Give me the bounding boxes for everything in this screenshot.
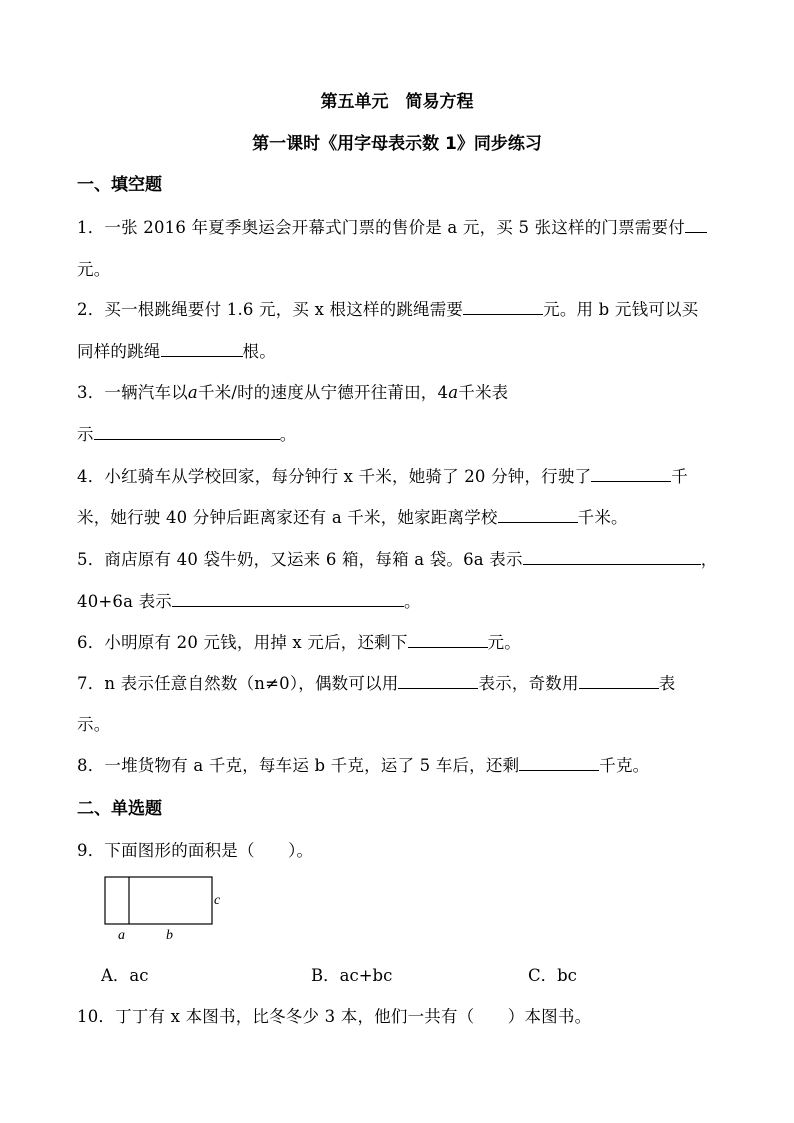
answer-blank[interactable] [94, 425, 280, 440]
question-1-line-1 [77, 214, 707, 238]
question-4-text: 千 [671, 467, 688, 486]
question-7-text: 7．n 表示任意自然数（n≠0），偶数可以用 [77, 674, 399, 693]
question-6-text: 元。 [487, 633, 521, 652]
question-2-text: 元。用 b 元钱可以买 [543, 300, 699, 319]
option-b[interactable]: B．ac+bc [311, 966, 393, 985]
question-2-text: 根。 [242, 342, 276, 361]
question-2-text: 同样的跳绳 [77, 342, 161, 361]
question-3-text: 千米表 [458, 383, 509, 402]
question-9-stem: 9．下面图形的面积是（ ）。 [77, 841, 314, 860]
label-a: a [118, 928, 125, 943]
question-2-line-1 [77, 296, 698, 320]
question-2-text: 2．买一根跳绳要付 1.6 元，买 x 根这样的跳绳需要 [77, 300, 464, 319]
question-5-text: 5．商店原有 40 袋牛奶，又运来 6 箱，每箱 a 袋。6a 表示 [77, 550, 523, 569]
lesson-title: 第一课时《用字母表示数 1》同步练习 [252, 134, 542, 154]
question-5-text: 40+6a 表示 [77, 592, 173, 611]
question-6-text: 6．小明原有 20 元钱，用掉 x 元后，还剩下 [77, 633, 408, 652]
label-c: c [214, 893, 221, 908]
question-3-line-2 [77, 421, 296, 445]
answer-blank[interactable] [408, 633, 488, 648]
variable-a: a [448, 383, 459, 402]
question-1-text: 1．一张 2016 年夏季奥运会开幕式门票的售价是 a 元，买 5 张这样的门票需要付 [77, 218, 685, 237]
question-4-line-2 [77, 504, 628, 528]
question-4-text: 米，她行驶 40 分钟后距离家还有 a 千米，她家距离学校 [77, 508, 498, 527]
answer-blank[interactable] [463, 300, 543, 315]
question-4-text: 4．小红骑车从学校回家，每分钟行 x 千米，她骑了 20 分钟，行驶了 [77, 467, 592, 486]
answer-blank[interactable] [172, 592, 404, 607]
outer-rectangle [105, 877, 212, 924]
answer-blank[interactable] [519, 756, 599, 771]
answer-blank[interactable] [498, 508, 578, 523]
question-7-line-1 [77, 670, 675, 694]
answer-blank[interactable] [685, 218, 707, 233]
section-fill-blank: 一、填空题 [77, 175, 162, 195]
rectangle-figure [100, 872, 230, 944]
question-3-line-1 [77, 379, 508, 403]
question-5-line-1 [77, 546, 717, 570]
answer-blank[interactable] [579, 674, 659, 689]
question-2-line-2 [77, 338, 276, 362]
question-4-line-1 [77, 463, 688, 487]
question-7-text: 表 [658, 674, 676, 693]
question-10-stem: 10．丁丁有 x 本图书，比冬冬少 3 本，他们一共有（ ）本图书。 [77, 1007, 592, 1026]
question-8-text: 千克。 [599, 756, 650, 775]
option-c[interactable]: C．bc [528, 966, 577, 985]
question-5-text: 。 [404, 592, 421, 611]
question-3-text: 3．一辆汽车以 [77, 383, 188, 402]
question-8-line-1 [77, 752, 649, 776]
answer-blank[interactable] [398, 674, 478, 689]
question-5-text: ， [700, 550, 718, 569]
question-6-line-1 [77, 629, 521, 653]
answer-blank[interactable] [591, 467, 671, 482]
question-7-text: 表示，奇数用 [478, 674, 579, 693]
answer-blank[interactable] [161, 342, 243, 357]
question-3-text: 示 [77, 425, 94, 444]
label-b: b [166, 928, 173, 943]
question-7-line-2: 示。 [77, 715, 111, 734]
question-3-text: 千米/时的速度从宁德开往莆田，4 [197, 383, 449, 402]
answer-blank[interactable] [523, 550, 701, 565]
option-a[interactable]: A．ac [101, 966, 149, 985]
question-5-line-2 [77, 588, 421, 612]
question-1-line-2: 元。 [77, 260, 111, 279]
unit-title: 第五单元 简易方程 [320, 92, 474, 112]
variable-a: a [187, 383, 198, 402]
section-single-choice: 二、单选题 [77, 799, 162, 819]
question-4-text: 千米。 [577, 508, 628, 527]
question-3-text: 。 [279, 425, 297, 444]
question-8-text: 8．一堆货物有 a 千克，每车运 b 千克，运了 5 车后，还剩 [77, 756, 520, 775]
